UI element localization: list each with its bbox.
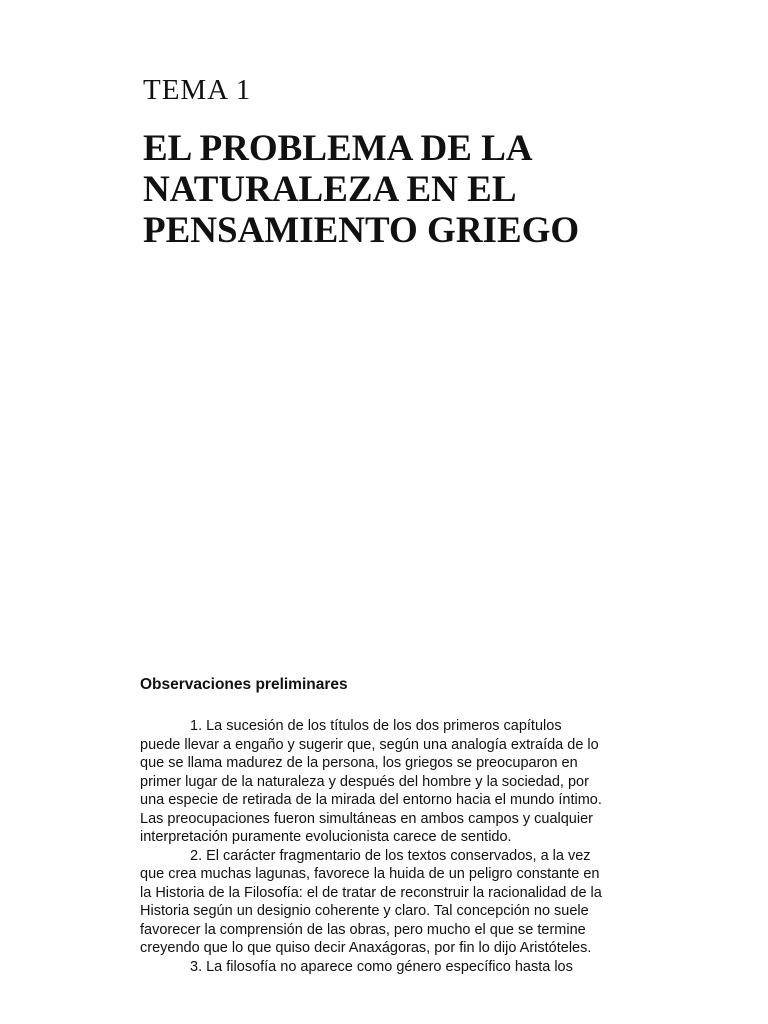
chapter-title: [143, 128, 703, 251]
text-line: favorecer la comprensión de las obras, pero mucho el que se termine: [140, 921, 586, 938]
text-line: 2. El carácter fragmentario de los textos conservados, a la vez: [190, 847, 591, 864]
section-body: [140, 717, 650, 976]
text-line: que se llama madurez de la persona, los griegos se preocuparon en: [140, 755, 578, 771]
text-line: Las preocupaciones fueron simultáneas en ambos campos y cualquier: [140, 810, 593, 827]
text-line: puede llevar a engaño y sugerir que, según una analogía extraída de lo: [140, 736, 599, 753]
text-line: creyendo que lo que quiso decir Anaxágoras, por fin lo dijo Aristóteles.: [140, 940, 592, 956]
preliminary-section: [140, 675, 650, 976]
text-line: 1. La sucesión de los títulos de los dos primeros capítulos: [190, 718, 562, 734]
text-line: la Historia de la Filosofía: el de tratar de reconstruir la racionalidad de la: [140, 884, 602, 901]
text-line: interpretación puramente evolucionista carece de sentido.: [140, 829, 512, 845]
section-heading: Observaciones preliminares: [140, 676, 348, 693]
chapter-label: TEMA 1: [143, 74, 252, 106]
text-line: que crea muchas lagunas, favorece la huida de un peligro constante en: [140, 866, 600, 882]
chapter-title-line: EL PROBLEMA DE LA: [143, 128, 533, 169]
chapter-title-line: NATURALEZA EN EL: [143, 169, 517, 210]
chapter-title-line: PENSAMIENTO GRIEGO: [143, 210, 580, 251]
text-line: primer lugar de la naturaleza y después del hombre y la sociedad, por: [140, 773, 589, 790]
text-line: una especie de retirada de la mirada del entorno hacia el mundo íntimo.: [140, 792, 602, 808]
text-line: Historia según un designio coherente y claro. Tal concepción no suele: [140, 903, 589, 919]
text-line: 3. La filosofía no aparece como género específico hasta los: [190, 958, 573, 975]
